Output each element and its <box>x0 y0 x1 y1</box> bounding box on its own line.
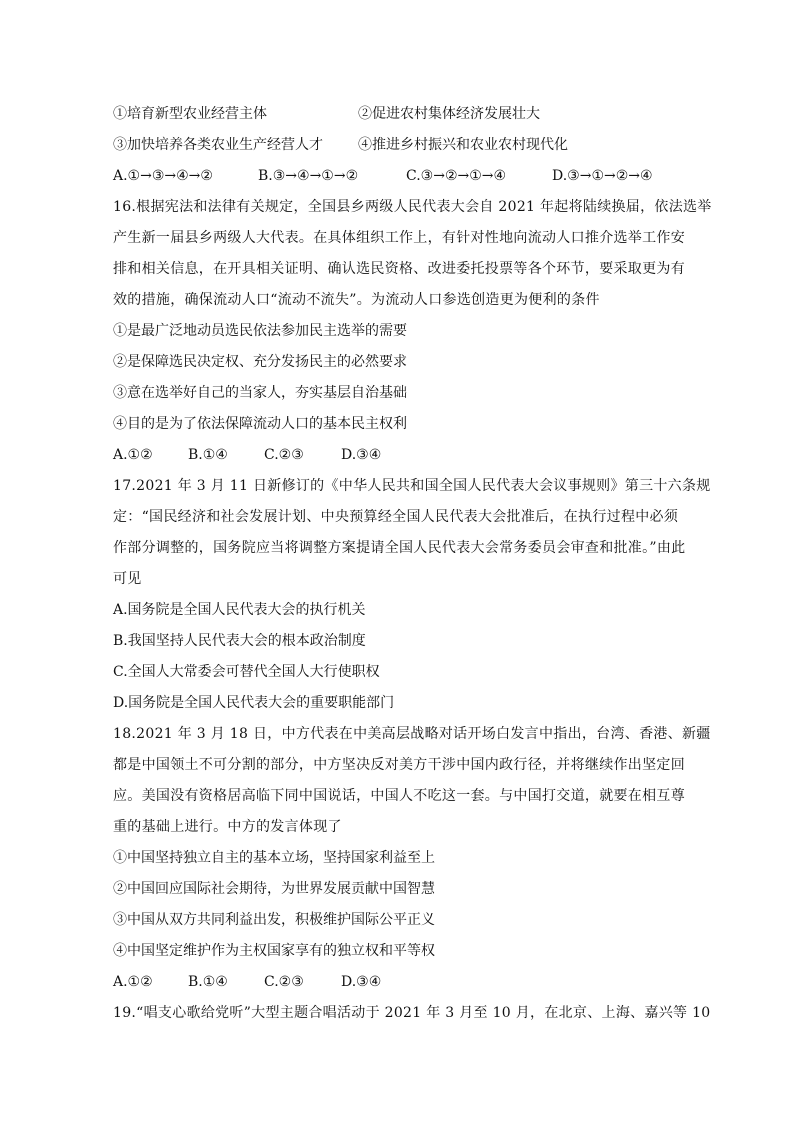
q15-item-4: ④推进乡村振兴和农业农村现代化 <box>358 137 568 153</box>
q18-item-1: ①中国坚持独立自主的基本立场，坚持国家利益至上 <box>113 850 435 866</box>
q16-option-d: D.③④ <box>341 447 382 463</box>
q16-option-a: A.①② <box>113 447 153 463</box>
q17-option-d: D.国务院是全国人民代表大会的重要职能部门 <box>113 695 395 711</box>
q17-option-c: C.全国人大常委会可替代全国人大行使职权 <box>113 664 380 680</box>
q18-item-3: ③中国从双方共同利益出发，积极维护国际公平正义 <box>113 912 435 928</box>
q18-item-4: ④中国坚定维护作为主权国家享有的独立权和平等权 <box>113 943 435 959</box>
q16-option-b: B.①④ <box>188 447 228 463</box>
q15-option-b: B.③→④→①→② <box>258 168 359 184</box>
q16-stem-line-4: 效的措施，确保流动人口“流动不流失”。为流动人口参选创造更为便利的条件 <box>113 292 600 308</box>
q15-item-3: ③加快培养各类农业生产经营人才 <box>113 137 323 153</box>
q16-option-c: C.②③ <box>264 447 304 463</box>
q15-item-1: ①培育新型农业经营主体 <box>113 106 267 122</box>
q18-option-a: A.①② <box>113 974 153 990</box>
q16-stem-line-3: 排和相关信息，在开具相关证明、确认选民资格、改进委托投票等各个环节，要采取更为有 <box>113 261 685 277</box>
q17-stem-line-1: 17.2021 年 3 月 11 日新修订的《中华人民共和国全国人民代表大会议事规则》第三十六条规 <box>113 478 711 494</box>
q16-item-1: ①是最广泛地动员选民依法参加民主选举的需要 <box>113 323 407 339</box>
q18-item-2: ②中国回应国际社会期待，为世界发展贡献中国智慧 <box>113 881 435 897</box>
q15-option-d: D.③→①→②→④ <box>552 168 653 184</box>
q18-stem-line-4: 重的基础上进行。中方的发言体现了 <box>113 819 342 835</box>
q18-option-d: D.③④ <box>341 974 382 990</box>
q18-stem-line-1: 18.2021 年 3 月 18 日，中方代表在中美高层战略对话开场白发言中指出，台湾、香港、新疆 <box>113 726 711 742</box>
q17-stem-line-2: 定：“国民经济和社会发展计划、中央预算经全国人民代表大会批准后，在执行过程中必须 <box>113 509 679 525</box>
q18-option-b: B.①④ <box>188 974 228 990</box>
q17-option-a: A.国务院是全国人民代表大会的执行机关 <box>113 602 366 618</box>
q18-option-c: C.②③ <box>264 974 304 990</box>
q18-stem-line-2: 都是中国领土不可分割的部分，中方坚决反对美方干涉中国内政行径，并将继续作出坚定回 <box>113 757 685 773</box>
q16-item-3: ③意在选举好自己的当家人，夯实基层自治基础 <box>113 385 407 401</box>
q15-option-a: A.①→③→④→② <box>113 168 213 184</box>
q16-item-4: ④目的是为了依法保障流动人口的基本民主权利 <box>113 416 407 432</box>
q16-stem-line-2: 产生新一届县乡两级人大代表。在具体组织工作上，有针对性地向流动人口推介选举工作安 <box>113 230 685 246</box>
q17-stem-line-4: 可见 <box>113 571 142 587</box>
q19-stem-line-1: 19.“唱支心歌给党听”大型主题合唱活动于 2021 年 3 月至 10 月，在北京、上海、嘉兴等 10 <box>113 1005 711 1021</box>
q15-option-c: C.③→②→①→④ <box>406 168 507 184</box>
q16-stem-line-1: 16.根据宪法和法律有关规定，全国县乡两级人民代表大会自 2021 年起将陆续换届，依法选举 <box>113 199 712 215</box>
q18-stem-line-3: 应。美国没有资格居高临下同中国说话，中国人不吃这一套。与中国打交道，就要在相互尊 <box>113 788 685 804</box>
q16-item-2: ②是保障选民决定权、充分发扬民主的必然要求 <box>113 354 407 370</box>
q17-option-b: B.我国坚持人民代表大会的根本政治制度 <box>113 633 366 649</box>
q17-stem-line-3: 作部分调整的，国务院应当将调整方案提请全国人民代表大会常务委员会审查和批准。”由此 <box>113 540 686 556</box>
q15-item-2: ②促进农村集体经济发展壮大 <box>358 106 540 122</box>
